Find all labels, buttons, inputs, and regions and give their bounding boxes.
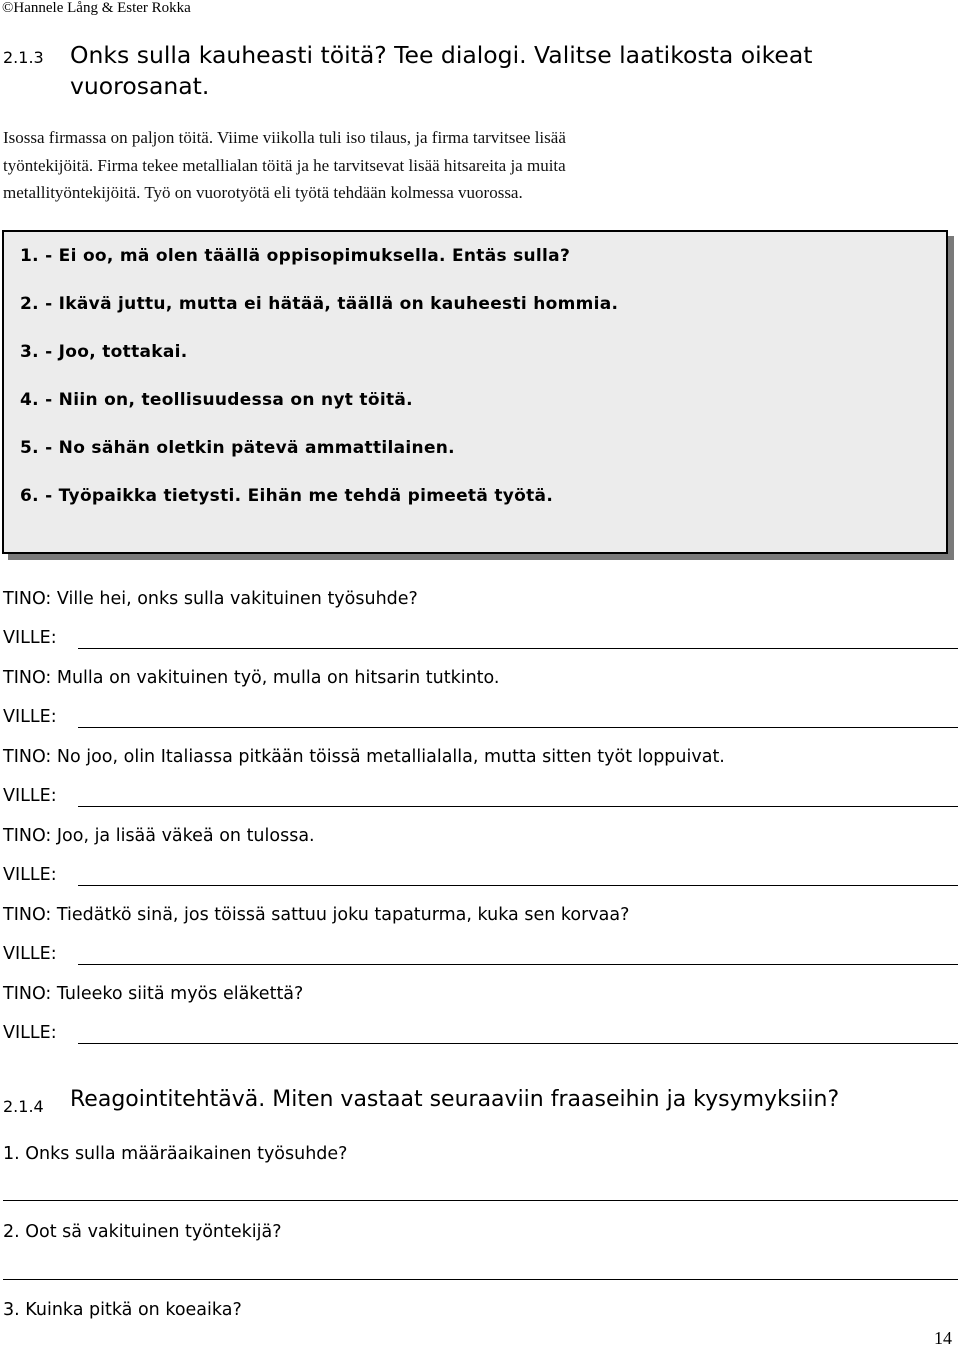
ville-label: VILLE: [3, 786, 57, 806]
tino-line: TINO: Joo, ja lisää väkeä on tulossa. [3, 826, 315, 846]
intro-line: Isossa firmassa on paljon töitä. Viime viikolla tuli iso tilaus, ja firma tarvitsee lisää [3, 128, 566, 147]
answer-line[interactable] [78, 1043, 958, 1044]
intro-line: metallityöntekijöitä. Työ on vuorotyötä eli työtä tehdään kolmessa vuorossa. [3, 183, 523, 202]
tino-line: TINO: Tiedätkö sinä, jos töissä sattuu joku tapaturma, kuka sen korvaa? [3, 905, 630, 925]
phrase-item: 2. - Ikävä juttu, mutta ei hätää, täällä on kauheesti hommia. [20, 294, 619, 314]
answer-line[interactable] [78, 648, 958, 649]
ville-label: VILLE: [3, 865, 57, 885]
ville-label: VILLE: [3, 628, 57, 648]
answer-line[interactable] [3, 1200, 958, 1201]
intro-line: työntekijöitä. Firma tekee metallialan töitä ja he tarvitsevat lisää hitsareita ja muita [3, 156, 566, 175]
tino-line: TINO: Mulla on vakituinen työ, mulla on hitsarin tutkinto. [3, 668, 500, 688]
exercise-title: Reagointitehtävä. Miten vastaat seuraaviin fraaseihin ja kysymyksiin? [70, 1087, 840, 1112]
phrase-item: 6. - Työpaikka tietysti. Eihän me tehdä pimeetä työtä. [20, 486, 554, 506]
phrase-item: 5. - No sähän oletkin pätevä ammattilainen. [20, 438, 455, 458]
answer-line[interactable] [78, 885, 958, 886]
page-number: 14 [934, 1328, 952, 1348]
exercise-title: Onks sulla kauheasti töitä? Tee dialogi. Valitse laatikosta oikeat vuorosanat. [70, 41, 813, 100]
phrase-item: 3. - Joo, tottakai. [20, 342, 188, 362]
phrase-box [2, 230, 948, 554]
question: 2. Oot sä vakituinen työntekijä? [3, 1222, 282, 1242]
question: 1. Onks sulla määräaikainen työsuhde? [3, 1144, 348, 1164]
phrase-item: 4. - Niin on, teollisuudessa on nyt töitä. [20, 390, 413, 410]
copyright-notice: ©Hannele Lång & Ester Rokka [2, 0, 191, 16]
tino-line: TINO: No joo, olin Italiassa pitkään töissä metallialalla, mutta sitten työt loppuivat. [3, 747, 725, 767]
answer-line[interactable] [78, 806, 958, 807]
exercise-number: 2.1.4 [3, 1097, 44, 1116]
tino-line: TINO: Ville hei, onks sulla vakituinen työsuhde? [3, 589, 418, 609]
answer-line[interactable] [78, 964, 958, 965]
ville-label: VILLE: [3, 944, 57, 964]
ville-label: VILLE: [3, 1023, 57, 1043]
answer-line[interactable] [78, 727, 958, 728]
question: 3. Kuinka pitkä on koeaika? [3, 1300, 242, 1320]
answer-line[interactable] [3, 1279, 958, 1280]
phrase-item: 1. - Ei oo, mä olen täällä oppisopimuksella. Entäs sulla? [20, 246, 571, 266]
tino-line: TINO: Tuleeko siitä myös eläkettä? [3, 984, 304, 1004]
exercise-number: 2.1.3 [3, 48, 44, 67]
ville-label: VILLE: [3, 707, 57, 727]
